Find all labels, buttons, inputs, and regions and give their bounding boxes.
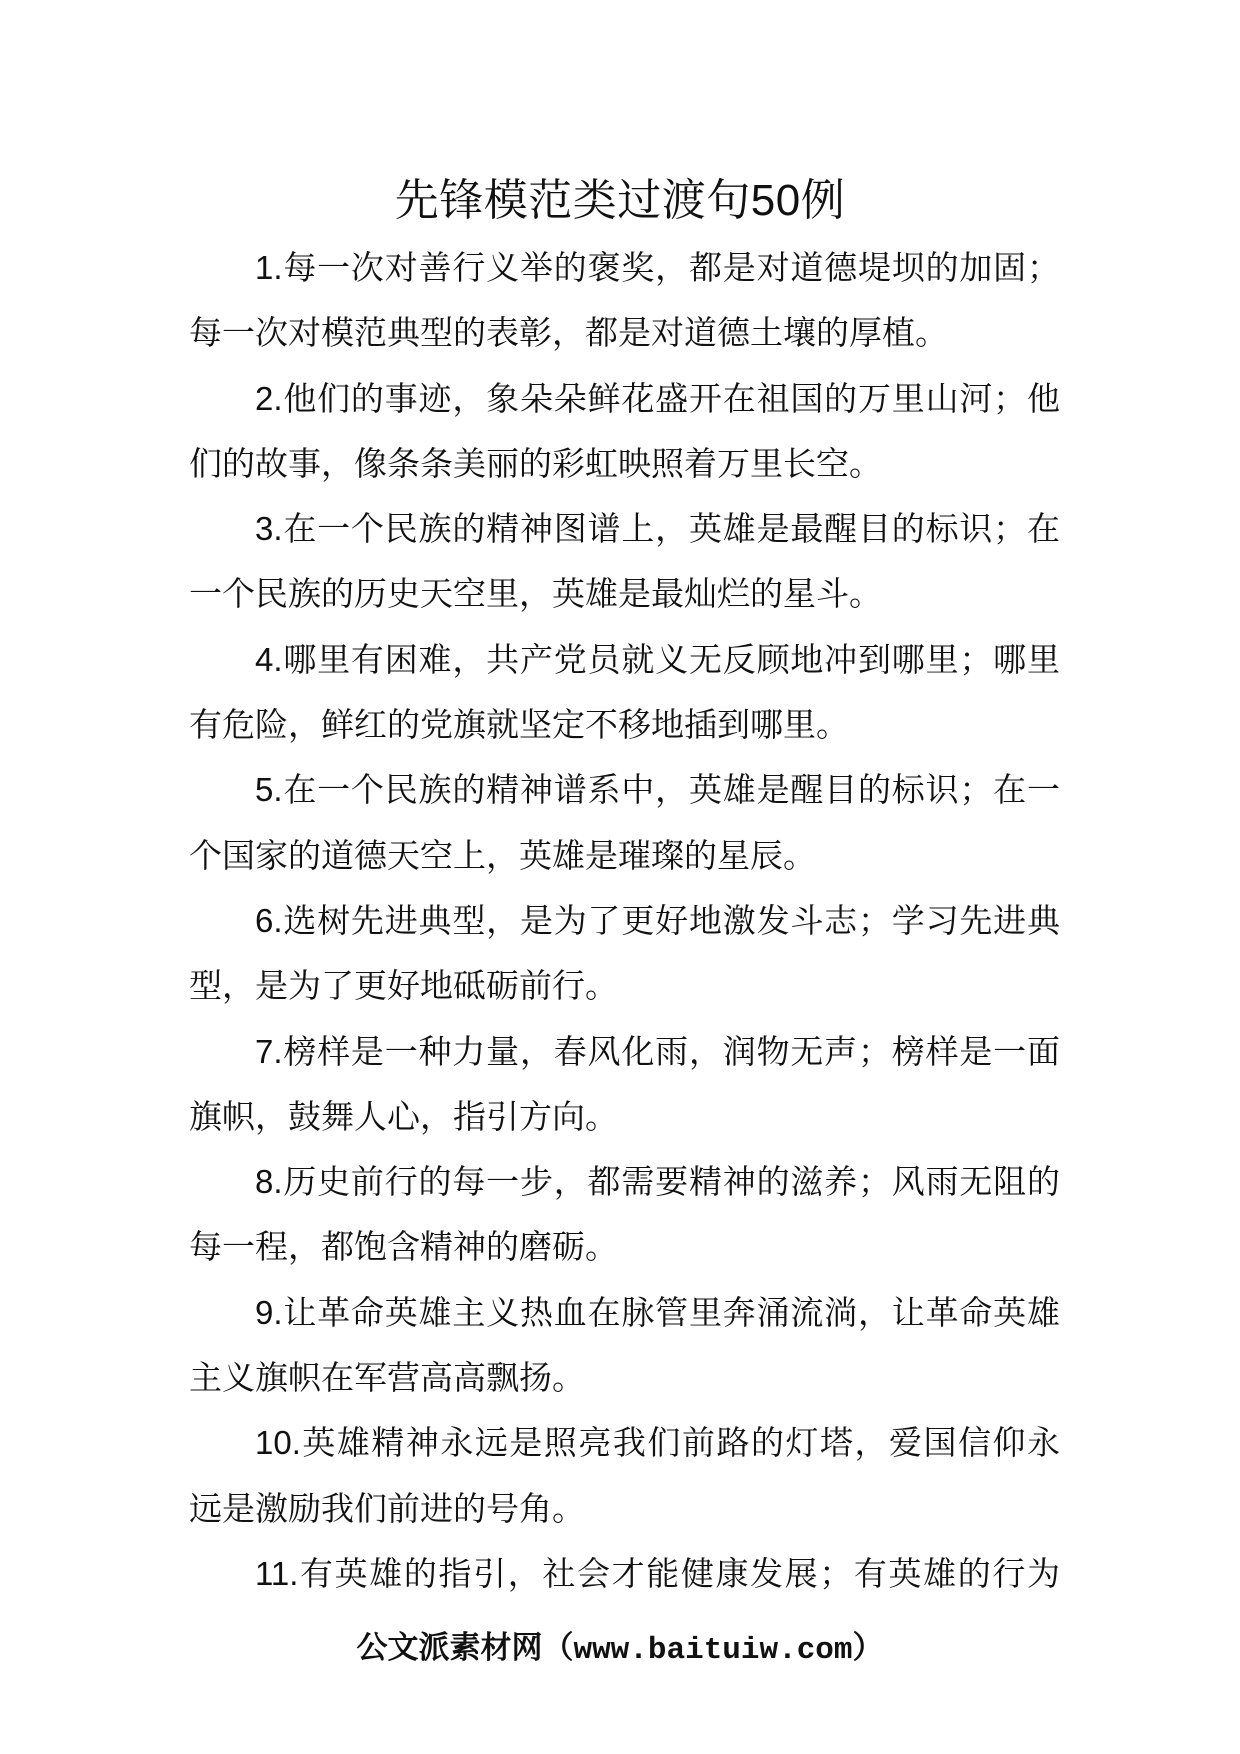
footer-brand: 公文派素材网 [356, 1630, 543, 1665]
paragraph-10 [189, 1410, 1060, 1541]
paragraph-line: 5.在一个民族的精神谱系中，英雄是醒目的标识；在一 [255, 771, 1060, 809]
paragraph-3 [189, 496, 1060, 627]
footer-url: （www.baituiw.com） [542, 1633, 884, 1668]
paragraph-line: 3.在一个民族的精神图谱上，英雄是最醒目的标识；在 [255, 510, 1060, 548]
paragraph-1 [189, 235, 1060, 366]
paragraph-line: 主义旗帜在军营高高飘扬。 [189, 1359, 585, 1397]
paragraph-line: 有危险，鲜红的党旗就坚定不移地插到哪里。 [189, 706, 849, 744]
footer-watermark [0, 1622, 1240, 1674]
paragraph-line: 每一次对模范典型的表彰，都是对道德土壤的厚植。 [189, 314, 948, 352]
paragraph-7 [189, 1019, 1060, 1150]
paragraph-line: 旗帜，鼓舞人心，指引方向。 [189, 1097, 618, 1135]
paragraph-line: 4.哪里有困难，共产党员就义无反顾地冲到哪里；哪里 [255, 640, 1060, 678]
paragraph-line: 个国家的道德天空上，英雄是璀璨的星辰。 [189, 836, 816, 874]
paragraph-11 [189, 1541, 1060, 1606]
paragraph-line: 远是激励我们前进的号角。 [189, 1489, 585, 1527]
paragraph-2 [189, 366, 1060, 497]
paragraph-line: 10.英雄精神永远是照亮我们前路的灯塔，爱国信仰永 [255, 1424, 1060, 1462]
page-title: 先锋模范类过渡句50例 [394, 176, 846, 225]
paragraph-6 [189, 888, 1060, 1019]
paragraph-line: 一个民族的历史天空里，英雄是最灿烂的星斗。 [189, 575, 882, 613]
paragraph-line: 2.他们的事迹，象朵朵鲜花盛开在祖国的万里山河；他 [255, 379, 1060, 417]
paragraph-line: 7.榜样是一种力量，春风化雨，润物无声；榜样是一面 [255, 1032, 1060, 1070]
paragraph-5 [189, 757, 1060, 888]
paragraph-line: 6.选树先进典型，是为了更好地激发斗志；学习先进典 [255, 901, 1060, 939]
paragraph-line: 们的故事，像条条美丽的彩虹映照着万里长空。 [189, 444, 882, 482]
paragraph-line: 型，是为了更好地砥砺前行。 [189, 967, 618, 1005]
paragraph-9 [189, 1280, 1060, 1411]
paragraph-8 [189, 1149, 1060, 1280]
paragraph-4 [189, 627, 1060, 758]
paragraph-line: 11.有英雄的指引，社会才能健康发展；有英雄的行为 [255, 1554, 1060, 1592]
paragraph-line: 1.每一次对善行义举的褒奖，都是对道德堤坝的加固； [255, 249, 1060, 286]
document-body [189, 235, 1060, 1606]
paragraph-line: 8.历史前行的每一步，都需要精神的滋养；风雨无阻的 [255, 1163, 1060, 1201]
paragraph-line: 9.让革命英雄主义热血在脉管里奔涌流淌，让革命英雄 [255, 1293, 1060, 1331]
paragraph-line: 每一程，都饱含精神的磨砺。 [189, 1228, 618, 1266]
